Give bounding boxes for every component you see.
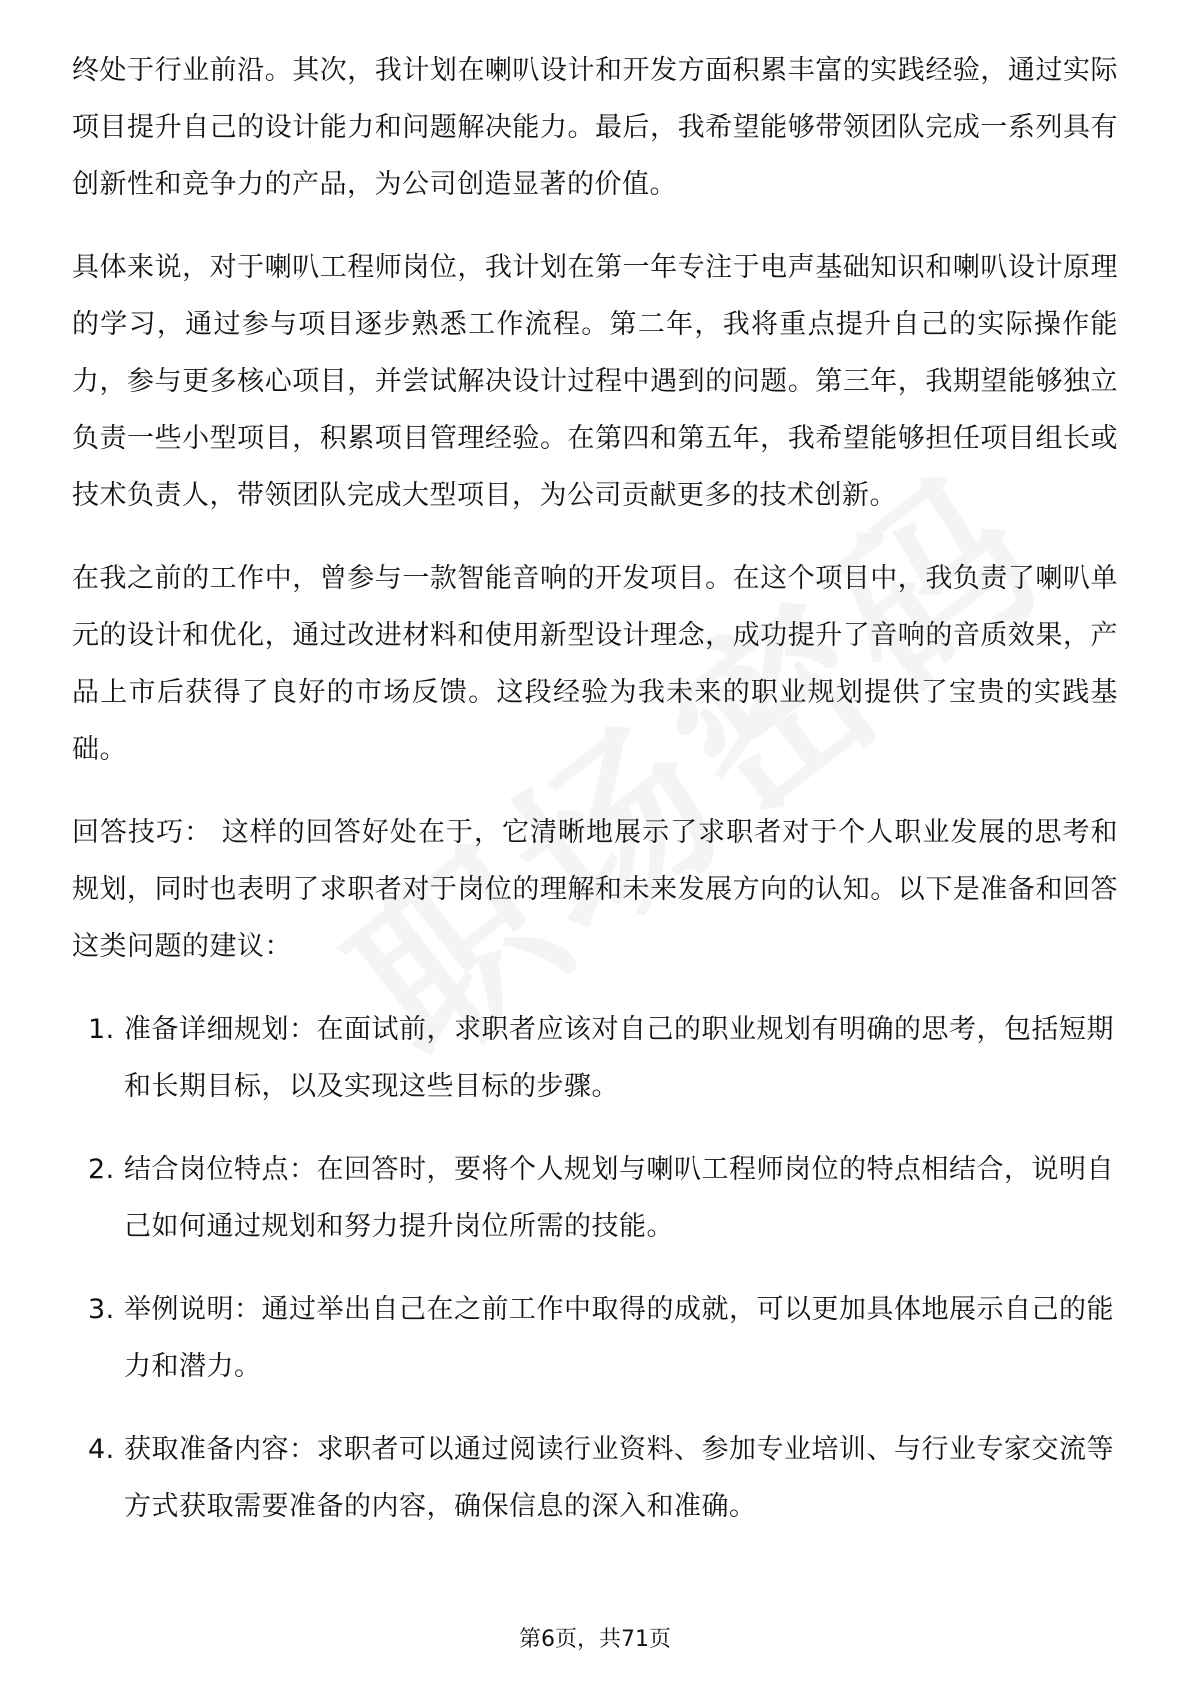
list-item-number: 1. bbox=[88, 1014, 115, 1045]
tips-list bbox=[72, 1001, 1118, 1535]
list-item bbox=[72, 1141, 1118, 1255]
list-item bbox=[72, 1281, 1118, 1395]
page-footer: 第6页，共71页 bbox=[519, 1627, 671, 1652]
list-item-number: 4. bbox=[88, 1434, 115, 1465]
list-item bbox=[72, 1421, 1118, 1535]
paragraph-4: 回答技巧： 这样的回答好处在于，它清晰地展示了求职者对于个人职业发展的思考和规划，同时也表明了求职者对于岗位的理解和未来发展方向的认知。以下是准备和回答这类问题的建议： bbox=[72, 817, 1118, 962]
list-item-text: 准备详细规划：在面试前，求职者应该对自己的职业规划有明确的思考，包括短期和长期目标，以及实现这些目标的步骤。 bbox=[124, 1014, 1114, 1102]
list-item-text: 举例说明：通过举出自己在之前工作中取得的成就，可以更加具体地展示自己的能力和潜力。 bbox=[124, 1294, 1114, 1382]
paragraph-2: 具体来说，对于喇叭工程师岗位，我计划在第一年专注于电声基础知识和喇叭设计原理的学习，通过参与项目逐步熟悉工作流程。第二年，我将重点提升自己的实际操作能力，参与更多核心项目，并尝试解决设计过程中遇到的问题。第三年，我期望能够独立负责一些小型项目，积累项目管理经验。在第四和第五年，我希望能够担任项目组长或技术负责人，带领团队完成大型项目，为公司贡献更多的技术创新。 bbox=[72, 252, 1118, 511]
document-body bbox=[72, 42, 1118, 1561]
list-item-number: 3. bbox=[88, 1294, 115, 1325]
list-item-text: 获取准备内容：求职者可以通过阅读行业资料、参加专业培训、与行业专家交流等方式获取需要准备的内容，确保信息的深入和准确。 bbox=[124, 1434, 1114, 1522]
paragraph-3: 在我之前的工作中，曾参与一款智能音响的开发项目。在这个项目中，我负责了喇叭单元的设计和优化，通过改进材料和使用新型设计理念，成功提升了音响的音质效果，产品上市后获得了良好的市场反馈。这段经验为我未来的职业规划提供了宝贵的实践基础。 bbox=[72, 563, 1118, 765]
list-item-number: 2. bbox=[88, 1154, 115, 1185]
list-item bbox=[72, 1001, 1118, 1115]
paragraph-1: 终处于行业前沿。其次，我计划在喇叭设计和开发方面积累丰富的实践经验，通过实际项目提升自己的设计能力和问题解决能力。最后，我希望能够带领团队完成一系列具有创新性和竞争力的产品，为公司创造显著的价值。 bbox=[72, 55, 1118, 200]
list-item-text: 结合岗位特点：在回答时，要将个人规划与喇叭工程师岗位的特点相结合，说明自己如何通过规划和努力提升岗位所需的技能。 bbox=[124, 1154, 1114, 1242]
